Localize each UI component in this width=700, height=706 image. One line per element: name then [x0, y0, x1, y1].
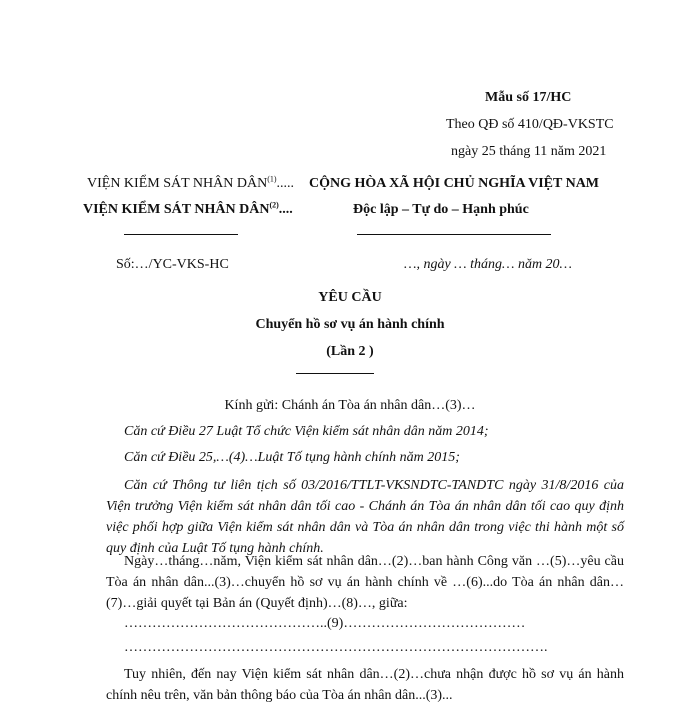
place-and-date: …, ngày … tháng… năm 20… — [404, 257, 573, 272]
agency-line-1: VIỆN KIỂM SÁT NHÂN DÂN$^{(1)}$..... — [87, 174, 295, 191]
national-motto: Độc lập – Tự do – Hạnh phúc — [353, 202, 529, 217]
left-header-underline — [124, 234, 238, 235]
form-number: Mẫu số 17/HC — [485, 90, 572, 105]
right-header-underline — [357, 234, 551, 235]
agency-line-2: VIỆN KIỂM SÁT NHÂN DÂN$^{(2)}$.... — [83, 200, 293, 217]
parties-dotted-line-1: ……………………………………..(9)………………………………… — [124, 616, 526, 631]
national-name: CỘNG HÒA XÃ HỘI CHỦ NGHĨA VIỆT NAM — [309, 176, 600, 191]
legal-basis-1: Căn cứ Điều 27 Luật Tổ chức Viện kiểm sát nhân dân năm 2014; — [124, 424, 489, 439]
legal-basis-3: Căn cứ Thông tư liên tịch số 03/2016/TTLT-VKSNDTC-TANDTC ngày 31/8/2016 của Viện trưởng Viện kiểm sát nhân dân tối cao - Chánh án Tòa án nhân dân tối cao quy định việc phối hợp giữa Viện kiểm sát nhân dân và Tòa án nhân dân trong việc thi hành một số quy định của Luật Tố tụng hành chính. — [106, 478, 624, 556]
legal-basis-2: Căn cứ Điều 25,…(4)…Luật Tố tụng hành chính năm 2015; — [124, 450, 460, 465]
attempt-number: (Lần 2 ) — [326, 344, 374, 359]
document-subtitle: Chuyển hồ sơ vụ án hành chính — [255, 317, 445, 332]
document-number: Số:…/YC-VKS-HC — [116, 257, 229, 272]
parties-dotted-line-2: ………………………………………………………………………………. — [124, 640, 548, 655]
decision-date: ngày 25 tháng 11 năm 2021 — [451, 144, 607, 159]
paragraph-request-history: Ngày…tháng…năm, Viện kiểm sát nhân dân…(2)…ban hành Công văn …(5)…yêu cầu Tòa án nhân dân...(3)…chuyển hồ sơ vụ án hành chính về …(6)...do Tòa án nhân dân…(7)…giải quyết tại Bản án (Quyết định)…(8)…, giữa: — [106, 554, 624, 611]
decision-reference: Theo QĐ số 410/QĐ-VKSTC — [446, 117, 614, 132]
paragraph-status: Tuy nhiên, đến nay Viện kiểm sát nhân dân…(2)…chưa nhận được hồ sơ vụ án hành chính nêu trên, văn bản thông báo của Tòa án nhân dân...(3)... — [106, 667, 624, 703]
document-title: YÊU CẦU — [318, 290, 382, 305]
recipient: Kính gửi: Chánh án Tòa án nhân dân…(3)… — [224, 398, 476, 413]
title-underline — [296, 373, 374, 374]
